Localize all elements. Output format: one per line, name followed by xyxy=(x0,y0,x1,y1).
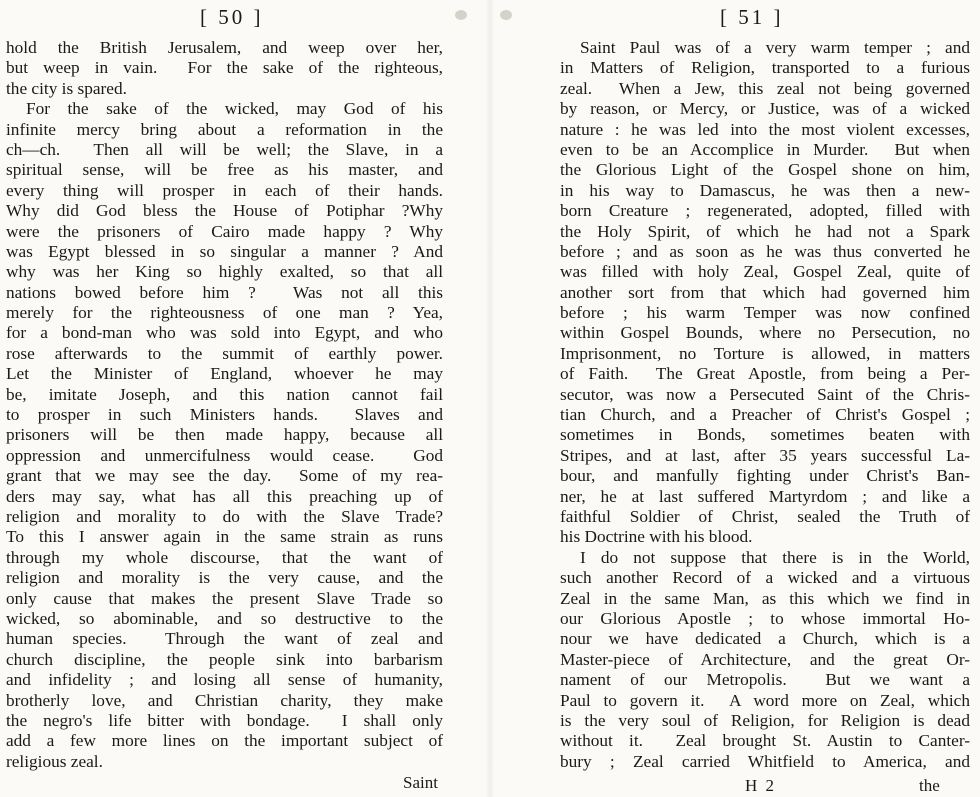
text-line: Stripes, and at last, after 35 years successful La- xyxy=(560,445,970,465)
text-line: church discipline, the people sink into barbarism xyxy=(6,649,443,669)
text-line: through my whole discourse, that the want of xyxy=(6,547,443,567)
text-line: before ; and as soon as he was thus converted he xyxy=(560,241,970,261)
catchword: Saint xyxy=(403,773,438,792)
text-line: To this I answer again in the same strain as runs xyxy=(6,527,443,547)
text-line: nament of our Metropolis. But we want a xyxy=(560,670,970,690)
text-line: sometimes in Bonds, sometimes beaten with xyxy=(560,425,970,445)
text-line: in Matters of Religion, transported to a furious xyxy=(560,58,970,78)
text-line: Let the Minister of England, whoever he may xyxy=(6,364,443,384)
text-line: the city is spared. xyxy=(6,78,127,98)
text-line: such another Record of a wicked and a virtuous xyxy=(560,568,970,588)
text-line: were the prisoners of Cairo made happy ? Why xyxy=(6,221,443,241)
text-line: only cause that makes the present Slave Trade so xyxy=(6,588,443,608)
text-line: our Glorious Apostle ; to whose immortal Ho- xyxy=(560,608,970,628)
text-line: nations bowed before him ? Was not all this xyxy=(6,282,443,302)
text-line: grant that we may see the day. Some of my rea- xyxy=(6,466,443,486)
text-line: the negro's life bitter with bondage. I shall only xyxy=(6,710,443,730)
text-line: bury ; Zeal carried Whitfield to America, and xyxy=(560,751,970,771)
text-line: secutor, was now a Persecuted Saint of the Chris- xyxy=(560,384,970,404)
text-line: be, imitate Joseph, and this nation cannot fail xyxy=(6,384,443,404)
text-line: tian Church, and a Preacher of Christ's Gospel ; xyxy=(560,405,970,425)
text-line: Why did God bless the House of Potiphar ?Why xyxy=(6,201,443,221)
text-line: For the sake of the wicked, may God of his xyxy=(26,99,443,119)
text-line: religion and morality to do with the Slave Trade? xyxy=(6,506,443,526)
right-page-text xyxy=(560,38,970,772)
text-line: in his way to Damascus, he was then a new- xyxy=(560,180,970,200)
page-number: [ 50 ] xyxy=(200,5,264,29)
text-line: human species. Through the want of zeal and xyxy=(6,629,443,649)
text-line: Saint Paul was of a very warm temper ; and xyxy=(580,38,970,57)
text-line: I do not suppose that there is in the World, xyxy=(580,547,970,567)
text-line: spiritual sense, will be free as his master, and xyxy=(6,160,443,180)
text-line: to prosper in such Ministers hands. Slaves and xyxy=(6,405,443,425)
text-line: hold the British Jerusalem, and weep over her, xyxy=(6,38,443,57)
text-line: infinite mercy bring about a reformation in the xyxy=(6,119,443,139)
text-line: merely for the righteousness of one man ? Yea, xyxy=(6,303,443,323)
text-line: zeal. When a Jew, this zeal not being governed xyxy=(560,78,970,98)
text-line: prisoners will be then made happy, because all xyxy=(6,425,443,445)
text-line: the Holy Spirit, of which he had not a Spark xyxy=(560,221,970,241)
text-line: is the very soul of Religion, for Religion is dead xyxy=(560,710,970,730)
text-line: Master-piece of Architecture, and the great Or- xyxy=(560,649,970,669)
book-gutter xyxy=(486,0,494,797)
ink-smudge xyxy=(500,10,512,20)
ink-smudge xyxy=(455,10,467,20)
text-line: within Gospel Bounds, where no Persecution, no xyxy=(560,323,970,343)
signature-mark: H 2 xyxy=(745,776,777,795)
text-line: rose afterwards to the summit of earthly power. xyxy=(6,343,443,363)
text-line: Imprisonment, no Torture is allowed, in matters xyxy=(560,343,970,363)
text-line: for a bond-man who was sold into Egypt, and who xyxy=(6,323,443,343)
text-line: brotherly love, and Christian charity, they make xyxy=(6,690,443,710)
text-line: religious zeal. xyxy=(6,751,103,771)
text-line: bour, and manfully fighting under Christ's Ban- xyxy=(560,466,970,486)
text-line: ch—ch. Then all will be well; the Slave, in a xyxy=(6,139,443,159)
text-line: even to be an Accomplice in Murder. But when xyxy=(560,139,970,159)
text-line: by reason, or Mercy, or Justice, was of a wicked xyxy=(560,99,970,119)
text-line: another sort from that which had governed him xyxy=(560,282,970,302)
catchword: the xyxy=(919,776,940,795)
text-line: was filled with holy Zeal, Gospel Zeal, quite of xyxy=(560,262,970,282)
text-line: add a few more lines on the important subject of xyxy=(6,731,443,751)
text-line: his Doctrine with his blood. xyxy=(560,527,753,547)
text-line: faithful Soldier of Christ, sealed the Truth of xyxy=(560,506,970,526)
text-line: ders may say, what has all this preaching up of xyxy=(6,486,443,506)
left-page-text xyxy=(6,38,443,772)
text-line: ner, he at last suffered Martyrdom ; and like a xyxy=(560,486,970,506)
text-line: Zeal in the same Man, as this which we find in xyxy=(560,588,970,608)
text-line: wicked, so abominable, and so destructive to the xyxy=(6,608,443,628)
page-number: [ 51 ] xyxy=(720,5,784,29)
text-line: born Creature ; regenerated, adopted, filled with xyxy=(560,201,970,221)
text-line: nour we have dedicated a Church, which is a xyxy=(560,629,970,649)
text-line: religion and morality is the very cause, and the xyxy=(6,568,443,588)
text-line: was Egypt blessed in so singular a manner ? And xyxy=(6,241,443,261)
text-line: without it. Zeal brought St. Austin to Canter- xyxy=(560,731,970,751)
text-line: and infidelity ; and losing all sense of humanity, xyxy=(6,670,443,690)
text-line: oppression and unmercifulness would cease. God xyxy=(6,445,443,465)
text-line: Paul to govern it. A word more on Zeal, which xyxy=(560,690,970,710)
text-line: why was her King so highly exalted, so that all xyxy=(6,262,443,282)
text-line: before ; his warm Temper was now confined xyxy=(560,303,970,323)
text-line: of Faith. The Great Apostle, from being a Per- xyxy=(560,364,970,384)
text-line: the Glorious Light of the Gospel shone on him, xyxy=(560,160,970,180)
text-line: nature : he was led into the most violent excesses, xyxy=(560,119,970,139)
text-line: but weep in vain. For the sake of the righteous, xyxy=(6,58,443,78)
text-line: every thing will prosper in each of their hands. xyxy=(6,180,443,200)
